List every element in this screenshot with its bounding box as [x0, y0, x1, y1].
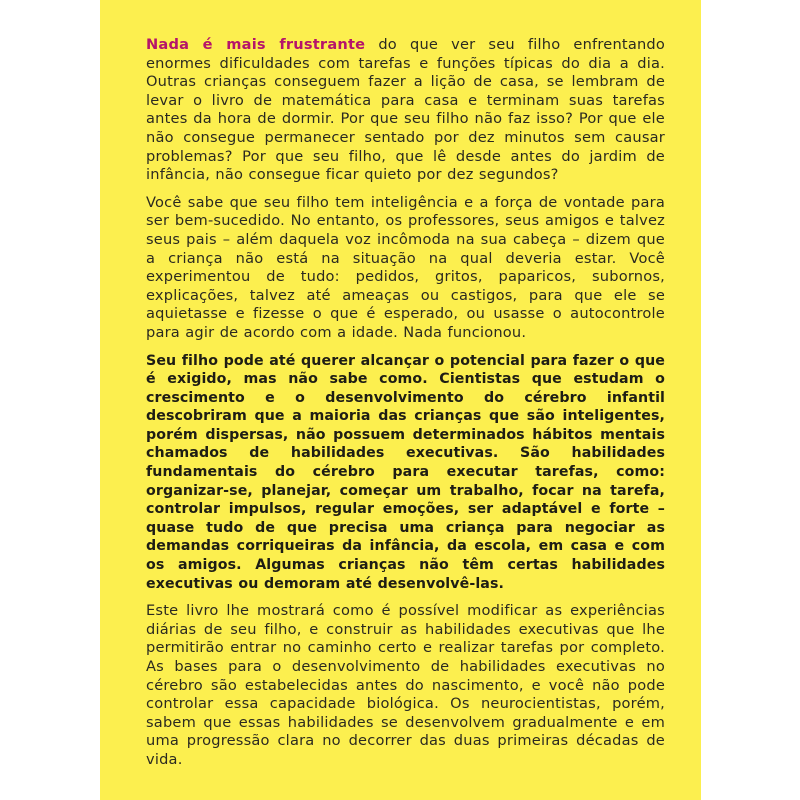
- paragraph-parent-attempts: Você sabe que seu filho tem inteligência e a força de vontade para ser bem-sucedido. No entanto, os professores, seus amigos e talvez seus pais – além daquela voz incômoda na sua cabeça – dizem que a criança não está na situação na qual deveria estar. Você experimentou de tudo: pedidos, gritos, paparicos, subornos, explicações, talvez até ameaças ou castigos, para que ele se aquietasse e fizesse o que é esperado, ou usasse o autocontrole para agir de acordo com a idade. Nada funcionou.: [146, 193, 665, 341]
- paragraph-intro-text: do que ver seu filho enfrentando enormes dificuldades com tarefas e funções típicas do dia a dia. Outras crianças conseguem fazer a lição de casa, se lembram de levar o livro de matemática para casa e terminam suas tarefas antes da hora de dormir. Por que seu filho não faz isso? Por que ele não consegue permanecer sentado por dez minutos sem causar problemas? Por que seu filho, que lê desde antes do jardim de infância, não consegue ficar quieto por dez segundos?: [146, 36, 666, 184]
- paragraph-executive-skills: Seu filho pode até querer alcançar o potencial para fazer o que é exigido, mas não sabe como. Cientistas que estudam o crescimento e o desenvolvimento do cérebro infantil descobriram que a maioria das crianças que são inteligentes, porém dispersas, não possuem determinados hábitos mentais chamados de habilidades executivas. São habilidades fundamentais do cérebro para executar tarefas, como: organizar-se, planejar, começar um trabalho, focar na tarefa, controlar impulsos, regular emoções, ser adaptável e forte – quase tudo de que precisa uma criança para negociar as demandas corriqueiras da infância, da escola, em casa e com os amigos. Algumas crianças não têm certas habilidades executivas ou demoram até desenvolvê-las.: [146, 352, 665, 592]
- paragraph-intro: [146, 36, 665, 185]
- book-back-cover: [100, 0, 701, 800]
- paragraph-book-promise: Este livro lhe mostrará como é possível modificar as experiências diárias de seu filho, e construir as habilidades executivas que lhe permitirão entrar no caminho certo e realizar tarefas por completo. As bases para o desenvolvimento de habilidades executivas no cérebro são estabelecidas antes do nascimento, e você não pode controlar essa capacidade biológica. Os neurocientistas, porém, sabem que essas habilidades se desenvolvem gradualmente e em uma progressão clara no decorrer das duas primeiras décadas de vida.: [146, 602, 665, 768]
- lead-phrase: Nada é mais frustrante: [146, 36, 366, 53]
